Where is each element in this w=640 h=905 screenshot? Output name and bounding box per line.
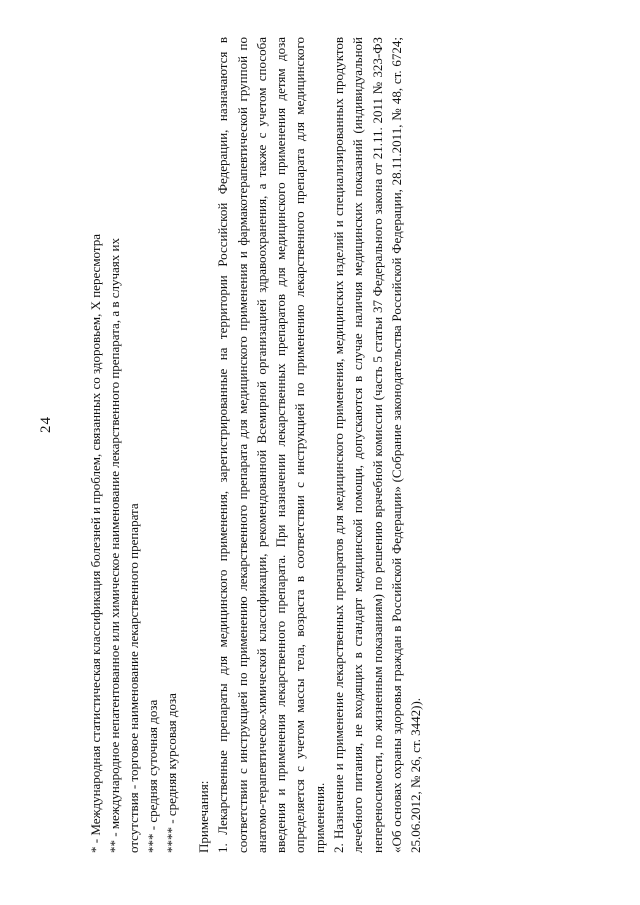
footnote-daily-dose: *** - средняя суточная доза [145,699,160,853]
footnote-course-dose: **** - средняя курсовая доза [164,693,179,853]
footnote-icd: * - Международная статистическая классификация болезней и проблем, связанных со здоровьем, X пересмотра [88,234,103,853]
footnote-inn-continuation: отсутствия - торговое наименование лекарственного препарата [126,503,141,853]
note-item-2: 2. Назначение и применение лекарственных препаратов для медицинского применения, медицинских изделий и специализированных продуктов лечебного питания, не входящих в стандарт медицинской помощи, допускаются в случае наличия медицинских показаний (индивидуальной непереносимости, по жизненным показаниям) по решению врачебной комиссии (часть 5 статьи 37 Федерального закона от 21.11. 2011 № 323-ФЗ «Об основах охраны здоровья граждан в Российской Федерации» (Собрание законодательства Российской Федерации, 28.11.2011, № 48, ст. 6724; 25.06.2012, № 26, ст. 3442)). [331,37,424,853]
footnote-inn: ** - международное непатентованное или химическое наименование лекарственного препарата, а в случаях их [107,238,122,853]
rotated-page-content [22,13,622,893]
notes-heading: Примечания: [196,780,211,853]
notes-section [194,37,426,853]
note-item-1: 1. Лекарственные препараты для медицинского применения, зарегистрированные на территории Российской Федерации, назначаются в соответствии с инструкцией по применению лекарственного препарата для медицинского применения и фармакотерапевтической группой по анатомо-терапевтическо-химической классификации, рекомендованной Всемирной организацией здравоохранения, а также с учетом способа введения и применения лекарственного препарата. При назначении лекарственных препаратов для медицинского применения детям доза определяется с учетом массы тела, возраста в соответствии с инструкцией по применению лекарственного препарата для медицинского применения. [215,37,327,853]
page-number: 24 [38,416,54,433]
